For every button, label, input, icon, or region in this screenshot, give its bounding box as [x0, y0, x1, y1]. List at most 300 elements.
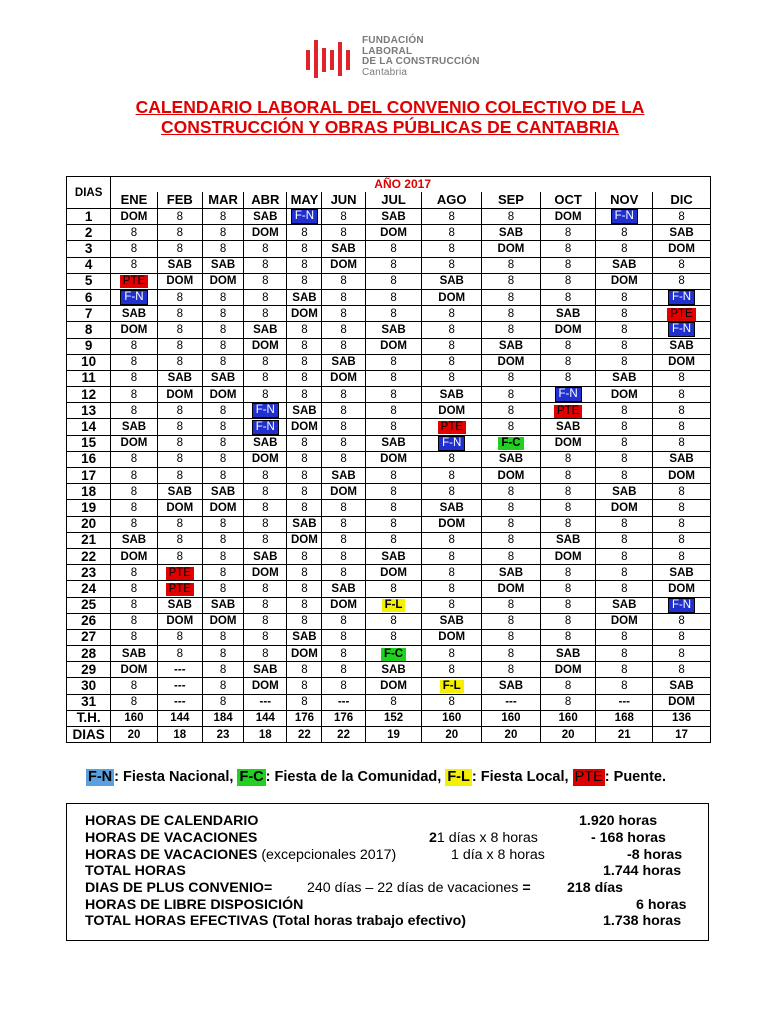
calendar-cell: 8: [422, 548, 482, 564]
calendar-cell: 8: [322, 403, 365, 419]
calendar-cell: 8: [111, 516, 157, 532]
summary-label: DIAS DE PLUS CONVENIO=: [85, 880, 273, 896]
calendar-cell: 8: [482, 516, 541, 532]
calendar-cell: 8: [111, 241, 157, 257]
total-days-cell: 20: [482, 727, 541, 743]
calendar-cell: 8: [157, 468, 202, 484]
calendar-cell: 8: [287, 613, 322, 629]
calendar-cell: SAB: [244, 435, 287, 451]
calendar-cell: 8: [244, 289, 287, 305]
calendar-cell: [365, 646, 422, 662]
calendar-cell: 8: [202, 209, 243, 225]
calendar-cell: 8: [244, 646, 287, 662]
calendar-cell: 8: [157, 629, 202, 645]
calendar-cell: 8: [202, 435, 243, 451]
total-days-cell: 22: [287, 727, 322, 743]
calendar-cell: SAB: [244, 548, 287, 564]
day-number: 12: [67, 387, 111, 403]
calendar-cell: 8: [287, 370, 322, 386]
day-number: 27: [67, 629, 111, 645]
calendar-cell: 8: [422, 370, 482, 386]
table-row: [67, 548, 711, 564]
calendar-cell: DOM: [653, 468, 711, 484]
month-header: MAY: [287, 192, 322, 209]
summary-value: 218 días: [567, 880, 624, 896]
calendar-cell: [653, 597, 711, 613]
calendar-cell: 8: [244, 484, 287, 500]
calendar-cell: 8: [244, 581, 287, 597]
calendar-cell: ---: [157, 678, 202, 694]
table-row: [67, 370, 711, 386]
table-row: [67, 629, 711, 645]
calendar-cell: 8: [111, 500, 157, 516]
calendar-cell: DOM: [287, 419, 322, 435]
calendar-cell: DOM: [244, 451, 287, 467]
calendar-cell: 8: [422, 468, 482, 484]
table-row: [67, 387, 711, 403]
calendar-cell: DOM: [540, 322, 596, 338]
calendar-cell: 8: [653, 484, 711, 500]
table-row: [67, 662, 711, 678]
calendar-cell: [653, 306, 711, 322]
calendar-cell: 8: [287, 694, 322, 710]
summary-mid: 1 día x 8 horas: [451, 847, 545, 863]
calendar-cell: 8: [540, 451, 596, 467]
title-line-1: CALENDARIO LABORAL DEL CONVENIO COLECTIVO DE LA: [135, 97, 645, 117]
calendar-cell: 8: [596, 451, 653, 467]
legend-fc-text: : Fiesta de la Comunidad,: [265, 769, 446, 785]
total-hours-cell: 144: [244, 710, 287, 726]
calendar-cell: SAB: [287, 403, 322, 419]
total-hours-cell: 176: [322, 710, 365, 726]
calendar-cell: 8: [596, 646, 653, 662]
calendar-cell: 8: [540, 241, 596, 257]
calendar-cell: 8: [322, 516, 365, 532]
summary-value: 6 horas: [636, 897, 687, 913]
day-number: 1: [67, 209, 111, 225]
calendar-cell: SAB: [653, 451, 711, 467]
calendar-cell: DOM: [202, 613, 243, 629]
calendar-cell: DOM: [596, 273, 653, 289]
calendar-cell: SAB: [244, 662, 287, 678]
calendar-cell: 8: [157, 516, 202, 532]
calendar-cell: 8: [365, 370, 422, 386]
day-number: 3: [67, 241, 111, 257]
calendar-cell: 8: [482, 532, 541, 548]
calendar-cell: 8: [111, 257, 157, 273]
calendar-cell: 8: [322, 662, 365, 678]
calendar-cell: 8: [422, 241, 482, 257]
calendar-cell: 8: [596, 468, 653, 484]
calendar-cell: 8: [202, 468, 243, 484]
calendar-cell: SAB: [365, 322, 422, 338]
calendar-cell: DOM: [482, 468, 541, 484]
month-header: ABR: [244, 192, 287, 209]
calendar-cell: 8: [482, 500, 541, 516]
calendar-cell: SAB: [202, 484, 243, 500]
table-row: [67, 646, 711, 662]
calendar-cell: DOM: [653, 354, 711, 370]
calendar-cell: SAB: [482, 225, 541, 241]
legend-fl-text: : Fiesta Local,: [471, 769, 573, 785]
holiday-badge: F-C: [381, 648, 406, 661]
holiday-badge: F-N: [291, 209, 318, 224]
calendar-cell: 8: [540, 225, 596, 241]
calendar-cell: [422, 435, 482, 451]
calendar-cell: 8: [244, 257, 287, 273]
calendar-cell: 8: [653, 403, 711, 419]
calendar-cell: 8: [540, 468, 596, 484]
year-label: AÑO 2017: [374, 177, 431, 191]
calendar-cell: 8: [287, 241, 322, 257]
calendar-cell: SAB: [244, 209, 287, 225]
header-row-months: [67, 192, 711, 209]
month-header: SEP: [482, 192, 541, 209]
calendar-cell: DOM: [422, 289, 482, 305]
calendar-cell: 8: [365, 289, 422, 305]
calendar-cell: 8: [422, 257, 482, 273]
calendar-cell: 8: [202, 565, 243, 581]
summary-label: HORAS DE CALENDARIO: [85, 813, 259, 829]
table-row: [67, 403, 711, 419]
calendar-cell: SAB: [653, 338, 711, 354]
table-row: [67, 468, 711, 484]
calendar-cell: 8: [202, 532, 243, 548]
calendar-cell: ---: [157, 694, 202, 710]
calendar-cell: SAB: [322, 241, 365, 257]
month-header: ENE: [111, 192, 157, 209]
calendar-cell: SAB: [653, 225, 711, 241]
calendar-cell: 8: [596, 354, 653, 370]
calendar-cell: 8: [482, 597, 541, 613]
calendar-cell: DOM: [157, 387, 202, 403]
calendar-cell: 8: [540, 273, 596, 289]
table-row: [67, 257, 711, 273]
total-hours-cell: 160: [482, 710, 541, 726]
calendar-cell: SAB: [202, 597, 243, 613]
calendar-cell: 8: [422, 484, 482, 500]
holiday-badge: F-N: [252, 403, 279, 418]
calendar-cell: SAB: [157, 597, 202, 613]
calendar-cell: DOM: [422, 403, 482, 419]
calendar-cell: 8: [202, 241, 243, 257]
table-row: [67, 435, 711, 451]
calendar-cell: 8: [244, 387, 287, 403]
calendar-cell: DOM: [157, 273, 202, 289]
calendar-cell: 8: [365, 694, 422, 710]
calendar-cell: DOM: [365, 451, 422, 467]
calendar-cell: 8: [482, 548, 541, 564]
calendar-cell: 8: [202, 306, 243, 322]
calendar-cell: DOM: [244, 338, 287, 354]
calendar-cell: 8: [322, 548, 365, 564]
calendar-cell: 8: [540, 516, 596, 532]
calendar-cell: 8: [287, 387, 322, 403]
calendar-cell: [157, 565, 202, 581]
summary-label-normal: (excepcionales 2017): [257, 847, 397, 863]
calendar-cell: [365, 597, 422, 613]
calendar-cell: 8: [202, 225, 243, 241]
calendar-cell: 8: [596, 565, 653, 581]
summary-mid: [307, 880, 531, 896]
calendar-cell: DOM: [111, 662, 157, 678]
calendar-cell: 8: [202, 289, 243, 305]
holiday-badge: F-N: [668, 290, 695, 305]
day-number: 11: [67, 370, 111, 386]
calendar-cell: 8: [111, 387, 157, 403]
calendar-cell: 8: [322, 338, 365, 354]
table-row: [67, 338, 711, 354]
calendar-cell: 8: [422, 209, 482, 225]
calendar-cell: 8: [322, 646, 365, 662]
calendar-cell: 8: [365, 306, 422, 322]
summary-label: TOTAL HORAS: [85, 863, 186, 879]
calendar-cell: 8: [540, 484, 596, 500]
calendar-cell: SAB: [111, 419, 157, 435]
table-row: [67, 306, 711, 322]
table-row: [67, 516, 711, 532]
summary-value: - 168 horas: [591, 830, 666, 846]
total-hours-label: T.H.: [67, 710, 111, 726]
calendar-cell: DOM: [111, 209, 157, 225]
calendar-cell: 8: [422, 354, 482, 370]
calendar-cell: 8: [111, 581, 157, 597]
month-header: JUL: [365, 192, 422, 209]
calendar-cell: 8: [157, 532, 202, 548]
calendar-cell: 8: [202, 581, 243, 597]
summary-box: [66, 803, 709, 941]
calendar-cell: 8: [244, 273, 287, 289]
day-number: 13: [67, 403, 111, 419]
calendar-cell: SAB: [365, 435, 422, 451]
calendar-cell: 8: [322, 322, 365, 338]
table-row: [67, 500, 711, 516]
summary-label-bold: HORAS DE VACACIONES: [85, 847, 258, 863]
table-row: [67, 354, 711, 370]
calendar-cell: 8: [322, 306, 365, 322]
calendar-cell: SAB: [422, 613, 482, 629]
calendar-cell: [482, 435, 541, 451]
total-days-cell: 22: [322, 727, 365, 743]
calendar-cell: SAB: [244, 322, 287, 338]
table-row: [67, 565, 711, 581]
calendar-cell: 8: [322, 565, 365, 581]
calendar-cell: 8: [322, 209, 365, 225]
calendar-cell: 8: [596, 306, 653, 322]
summary-label: TOTAL HORAS EFECTIVAS (Total horas trabajo efectivo): [85, 913, 467, 929]
page-title: [60, 97, 720, 137]
calendar-cell: 8: [202, 662, 243, 678]
calendar-cell: 8: [322, 500, 365, 516]
calendar-cell: 8: [287, 484, 322, 500]
calendar-cell: 8: [111, 468, 157, 484]
calendar-cell: DOM: [653, 241, 711, 257]
holiday-badge: PTE: [120, 275, 148, 288]
calendar-cell: DOM: [111, 548, 157, 564]
calendar-cell: 8: [596, 225, 653, 241]
calendar-cell: 8: [287, 662, 322, 678]
calendar-cell: 8: [111, 694, 157, 710]
calendar-cell: 8: [365, 629, 422, 645]
calendar-cell: DOM: [244, 225, 287, 241]
day-number: 23: [67, 565, 111, 581]
calendar-cell: 8: [111, 225, 157, 241]
calendar-cell: 8: [653, 629, 711, 645]
calendar-cell: 8: [157, 241, 202, 257]
summary-value: 1.744 horas: [603, 863, 682, 879]
calendar-cell: 8: [422, 322, 482, 338]
calendar-cell: 8: [422, 306, 482, 322]
calendar-cell: 8: [365, 516, 422, 532]
calendar-cell: 8: [365, 387, 422, 403]
calendar-cell: 8: [111, 565, 157, 581]
calendar-cell: DOM: [322, 370, 365, 386]
total-days-cell: 20: [111, 727, 157, 743]
calendar-cell: 8: [653, 516, 711, 532]
calendar-cell: 8: [111, 613, 157, 629]
calendar-cell: 8: [322, 225, 365, 241]
total-hours-row: [67, 710, 711, 726]
calendar-cell: 8: [482, 646, 541, 662]
summary-label: HORAS DE LIBRE DISPOSICIÓN: [85, 897, 304, 913]
calendar-cell: 8: [422, 338, 482, 354]
day-number: 15: [67, 435, 111, 451]
calendar-cell: 8: [422, 597, 482, 613]
calendar-cell: 8: [653, 370, 711, 386]
summary-label: HORAS DE VACACIONES: [85, 830, 258, 846]
calendar-cell: 8: [596, 241, 653, 257]
calendar-cell: SAB: [482, 451, 541, 467]
calendar-cell: DOM: [157, 500, 202, 516]
calendar-cell: [287, 209, 322, 225]
legend-pte-text: : Puente.: [604, 769, 667, 785]
calendar-cell: [111, 289, 157, 305]
calendar-cell: 8: [287, 273, 322, 289]
calendar-cell: DOM: [540, 209, 596, 225]
calendar-cell: 8: [322, 289, 365, 305]
holiday-badge: F-L: [440, 680, 464, 693]
day-number: 8: [67, 322, 111, 338]
header-row-year: [67, 177, 711, 193]
calendar-cell: 8: [365, 613, 422, 629]
legend-fc-key: F-C: [239, 769, 264, 785]
calendar-cell: [596, 209, 653, 225]
calendar-cell: 8: [202, 451, 243, 467]
calendar-cell: 8: [422, 662, 482, 678]
day-number: 6: [67, 289, 111, 305]
day-number: 17: [67, 468, 111, 484]
calendar-cell: 8: [202, 419, 243, 435]
calendar-cell: DOM: [322, 257, 365, 273]
calendar-cell: 8: [422, 565, 482, 581]
summary-value: -8 horas: [627, 847, 683, 863]
calendar-cell: 8: [540, 289, 596, 305]
calendar-cell: 8: [111, 484, 157, 500]
calendar-cell: 8: [482, 613, 541, 629]
summary-value: 1.920 horas: [579, 813, 658, 829]
calendar-cell: DOM: [111, 435, 157, 451]
calendar-cell: 8: [111, 354, 157, 370]
calendar-cell: 8: [287, 257, 322, 273]
calendar-cell: ---: [482, 694, 541, 710]
calendar-cell: SAB: [596, 370, 653, 386]
calendar-cell: 8: [422, 532, 482, 548]
calendar-cell: 8: [244, 370, 287, 386]
day-number: 5: [67, 273, 111, 289]
calendar-cell: 8: [365, 468, 422, 484]
calendar-cell: 8: [202, 646, 243, 662]
day-number: 20: [67, 516, 111, 532]
calendar-cell: 8: [596, 532, 653, 548]
table-row: [67, 484, 711, 500]
calendar-cell: [422, 678, 482, 694]
dias-header: DIAS: [67, 177, 111, 209]
total-days-cell: 18: [244, 727, 287, 743]
calendar-cell: DOM: [202, 500, 243, 516]
calendar-cell: 8: [653, 387, 711, 403]
logo-text: [362, 36, 480, 78]
calendar-cell: SAB: [540, 419, 596, 435]
calendar-cell: SAB: [422, 387, 482, 403]
calendar-cell: 8: [365, 257, 422, 273]
calendar-cell: 8: [287, 354, 322, 370]
calendar-cell: 8: [244, 629, 287, 645]
calendar-cell: DOM: [287, 306, 322, 322]
calendar-cell: 8: [540, 613, 596, 629]
day-number: 4: [67, 257, 111, 273]
calendar-cell: 8: [157, 435, 202, 451]
holiday-badge: F-N: [438, 436, 465, 451]
logo-line-2: LABORAL: [362, 45, 413, 57]
calendar-cell: 8: [365, 403, 422, 419]
total-hours-cell: 144: [157, 710, 202, 726]
calendar-cell: DOM: [540, 435, 596, 451]
calendar-cell: 8: [244, 306, 287, 322]
summary-mid-bold: 2: [429, 830, 437, 846]
day-number: 10: [67, 354, 111, 370]
holiday-badge: PTE: [166, 567, 194, 580]
calendar-cell: 8: [365, 581, 422, 597]
table-row: [67, 322, 711, 338]
calendar-cell: 8: [482, 273, 541, 289]
calendar-cell: 8: [482, 403, 541, 419]
holiday-badge: PTE: [667, 308, 695, 321]
calendar-cell: 8: [596, 516, 653, 532]
calendar-cell: DOM: [482, 581, 541, 597]
calendar-cell: 8: [596, 419, 653, 435]
calendar-cell: 8: [422, 581, 482, 597]
legend: [86, 769, 666, 786]
calendar-cell: 8: [653, 662, 711, 678]
calendar-cell: DOM: [596, 500, 653, 516]
calendar-cell: 8: [244, 613, 287, 629]
table-row: [67, 241, 711, 257]
calendar-cell: 8: [653, 419, 711, 435]
holiday-badge: PTE: [166, 583, 194, 596]
calendar-cell: DOM: [322, 597, 365, 613]
calendar-cell: SAB: [540, 532, 596, 548]
calendar-cell: DOM: [111, 322, 157, 338]
month-header: FEB: [157, 192, 202, 209]
month-header: DIC: [653, 192, 711, 209]
calendar-cell: SAB: [365, 548, 422, 564]
holiday-badge: F-N: [252, 420, 279, 435]
total-hours-cell: 152: [365, 710, 422, 726]
calendar-cell: 8: [482, 629, 541, 645]
calendar-cell: 8: [287, 468, 322, 484]
calendar-cell: 8: [482, 322, 541, 338]
holiday-badge: PTE: [554, 405, 582, 418]
